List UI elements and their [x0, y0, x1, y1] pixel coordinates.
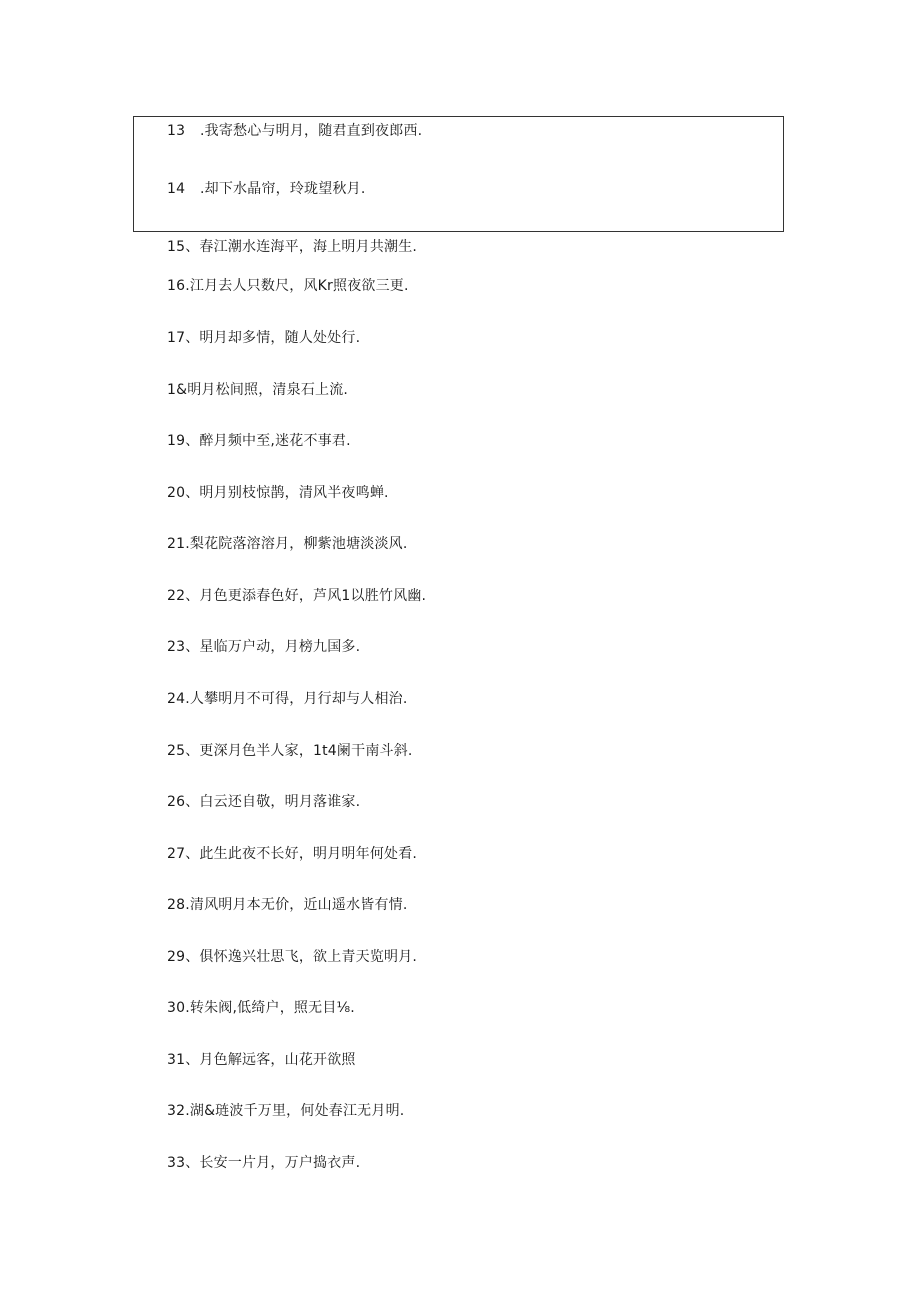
- poem-line: 16.江月去人只数尺，风Kr照夜欲三更.: [167, 278, 409, 294]
- poem-line: 33、长安一片月，万户捣衣声.: [167, 1155, 361, 1171]
- poem-line-13: [167, 122, 422, 140]
- poem-line: 22、月色更添春色好，芦风1以胜竹风幽.: [167, 588, 427, 604]
- poem-line: 19、醉月频中至,迷花不事君.: [167, 433, 351, 449]
- poem-line: 24.人攀明月不可得，月行却与人相治.: [167, 691, 408, 707]
- poem-line: 17、明月却多情，随人处处行.: [167, 330, 361, 346]
- poem-line: 30.转朱阀,低绮户，照无目⅛.: [167, 1000, 355, 1016]
- poem-line: 26、白云还自敬，明月落谁家.: [167, 794, 361, 810]
- poem-line: 20、明月别枝惊鹊，清风半夜鸣蝉.: [167, 485, 389, 501]
- poem-line: 32.湖&琏波千万里，何处春江无月明.: [167, 1103, 405, 1119]
- poem-line: 27、此生此夜不长好，明月明年何处看.: [167, 846, 418, 862]
- line-text: .我寄愁心与明月，随君直到夜郎西.: [200, 123, 423, 139]
- line-text: .却下水晶帘，玲珑望秋月.: [200, 181, 366, 197]
- poem-line: 15、春江潮水连海平，海上明月共潮生.: [167, 239, 418, 255]
- poem-line-14: [167, 180, 366, 198]
- poem-line: 1&明月松间照，清泉石上流.: [167, 382, 349, 398]
- line-number: 14: [167, 181, 186, 197]
- poem-line: 31、月色解远客，山花开欲照: [167, 1052, 356, 1068]
- poem-line: 29、俱怀逸兴壮思飞，欲上青天览明月.: [167, 949, 418, 965]
- poem-line: 21.梨花院落溶溶月，柳紫池塘淡淡风.: [167, 536, 408, 552]
- line-number: 13: [167, 123, 186, 139]
- poem-line: 28.清风明月本无价，近山遥水皆有情.: [167, 897, 408, 913]
- poem-line: 23、星临万户动，月榜九国多.: [167, 639, 361, 655]
- poem-line: 25、更深月色半人家，1t4阑干南斗斜.: [167, 743, 413, 759]
